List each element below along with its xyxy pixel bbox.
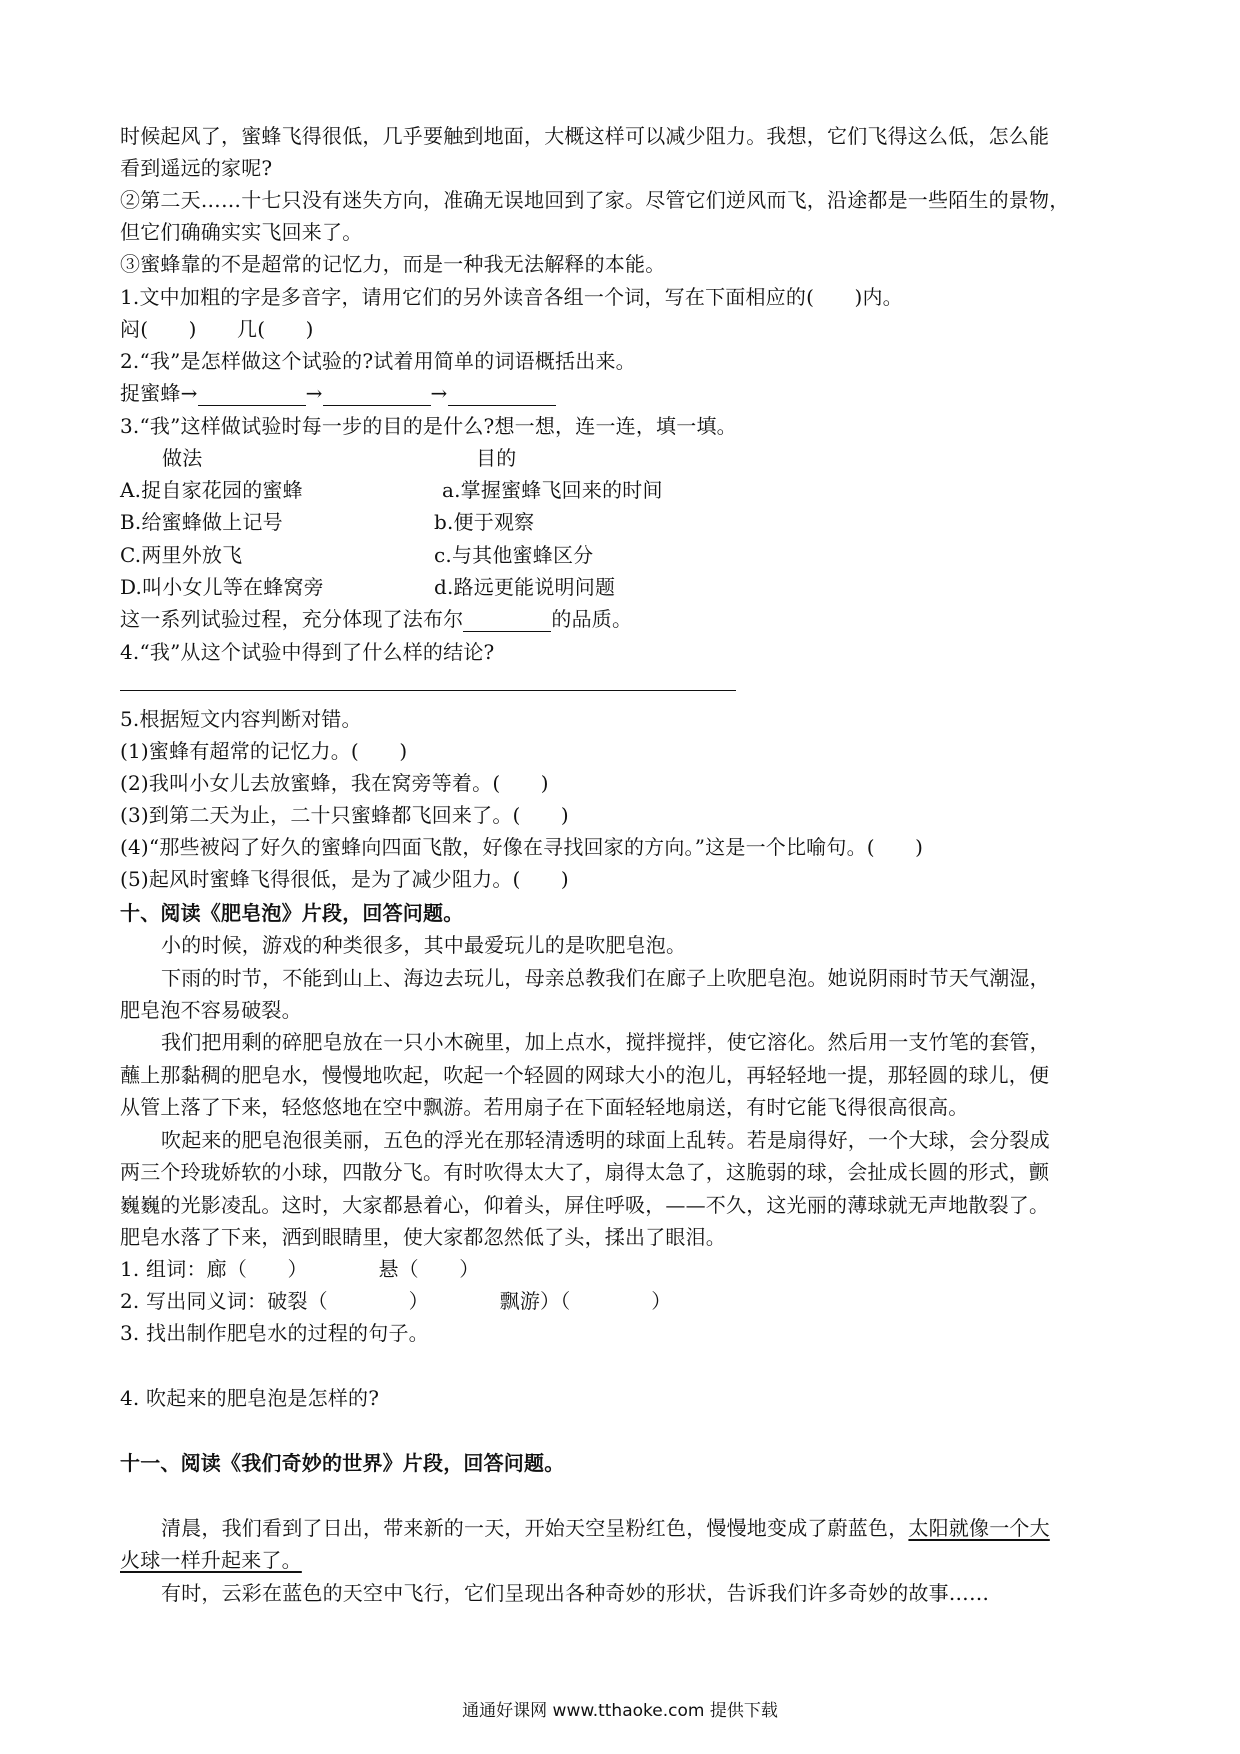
answer-blank[interactable] <box>448 383 556 406</box>
answer-blank[interactable] <box>463 609 551 632</box>
method-item: D.叫小女儿等在蜂窝旁 <box>120 575 324 599</box>
column-header-purpose: 目的 <box>476 446 517 470</box>
paragraph-line: 小的时候，游戏的种类很多，其中最爱玩儿的是吹肥皂泡。 <box>161 933 687 957</box>
paragraph-line: 吹起来的肥皂泡很美丽，五色的浮光在那轻清透明的球面上乱转。若是扇得好，一个大球，会分裂成 <box>161 1128 1050 1152</box>
section-heading: 十、阅读《肥皂泡》片段，回答问题。 <box>120 901 464 925</box>
question-item: 3. 找出制作肥皂水的过程的句子。 <box>120 1321 429 1345</box>
fill-in-prefix: 这一系列试验过程，充分体现了法布尔 <box>120 607 464 631</box>
answer-blank[interactable] <box>323 383 431 406</box>
flow-arrow: → <box>305 381 323 405</box>
paragraph-line <box>161 1512 1050 1541</box>
question-item: 4. 吹起来的肥皂泡是怎样的? <box>120 1386 380 1410</box>
question-5: 5.根据短文内容判断对错。 <box>120 707 362 731</box>
paragraph-line: 从管上落了下来，轻悠悠地在空中飘游。若用扇子在下面轻轻地扇送，有时它能飞得很高很高。 <box>120 1095 969 1119</box>
judge-item: (5)起风时蜜蜂飞得很低，是为了减少阻力。( ) <box>120 867 569 891</box>
fill-in-suffix: 的品质。 <box>551 607 633 631</box>
purpose-item: d.路远更能说明问题 <box>434 575 616 599</box>
method-item: B.给蜜蜂做上记号 <box>120 510 283 534</box>
question-item: 2. 写出同义词：破裂（ ） 飘游）（ ） <box>120 1289 672 1313</box>
method-item: A.捉自家花园的蜜蜂 <box>120 478 303 502</box>
paragraph-line: 有时，云彩在蓝色的天空中飞行，它们呈现出各种奇妙的形状，告诉我们许多奇妙的故事…… <box>161 1581 990 1605</box>
answer-flow <box>120 377 556 406</box>
paragraph-line: 肥皂水落了下来，洒到眼睛里，使大家都忽然低了头，揉出了眼泪。 <box>120 1225 726 1249</box>
paragraph-line: 巍巍的光影凌乱。这时，大家都悬着心，仰着头，屏住呼吸，——不久，这光丽的薄球就无声地散裂了。 <box>120 1193 1050 1217</box>
text-line: ③蜜蜂靠的不是超常的记忆力，而是一种我无法解释的本能。 <box>120 252 666 276</box>
question-4: 4.“我”从这个试验中得到了什么样的结论? <box>120 640 495 664</box>
paragraph-line: 下雨的时节，不能到山上、海边去玩儿，母亲总教我们在廊子上吹肥皂泡。她说阴雨时节天气潮湿， <box>161 966 1050 990</box>
paragraph-line: 我们把用剩的碎肥皂放在一只小木碗里，加上点水，搅拌搅拌，使它溶化。然后用一支竹笔的套管， <box>161 1030 1050 1054</box>
judge-item: (2)我叫小女儿去放蜜蜂，我在窝旁等着。( ) <box>120 771 549 795</box>
method-item: C.两里外放飞 <box>120 543 243 567</box>
answer-rule[interactable] <box>120 690 736 691</box>
judge-item: (4)“那些被闷了好久的蜜蜂向四面飞散，好像在寻找回家的方向。”这是一个比喻句。( ) <box>120 835 924 859</box>
question-1: 1.文中加粗的字是多音字，请用它们的另外读音各组一个词，写在下面相应的( )内。 <box>120 285 903 309</box>
page-footer: 通通好课网 www.tthaoke.com 提供下载 <box>462 1701 778 1721</box>
fill-in-line <box>120 603 632 632</box>
paragraph-line: 肥皂泡不容易破裂。 <box>120 998 302 1022</box>
answer-blank[interactable] <box>198 383 306 406</box>
text-line: 看到遥远的家呢? <box>120 156 273 180</box>
flow-start: 捉蜜蜂→ <box>120 381 198 405</box>
answer-line: 闷( ) 几( ) <box>120 317 314 341</box>
paragraph-line: 两三个玲珑娇软的小球，四散分飞。有时吹得太大了，扇得太急了，这脆弱的球，会扯成长圆的形式，颤 <box>120 1160 1050 1184</box>
paragraph-text: 清晨，我们看到了日出，带来新的一天，开始天空呈粉红色，慢慢地变成了蔚蓝色， <box>161 1516 909 1540</box>
judge-item: (3)到第二天为止，二十只蜜蜂都飞回来了。( ) <box>120 803 569 827</box>
underlined-sentence: 太阳就像一个大 <box>908 1516 1050 1540</box>
judge-item: (1)蜜蜂有超常的记忆力。( ) <box>120 739 408 763</box>
purpose-item: b.便于观察 <box>434 510 535 534</box>
text-line: 时候起风了，蜜蜂飞得很低，几乎要触到地面，大概这样可以减少阻力。我想，它们飞得这么低，怎么能 <box>120 124 1050 148</box>
column-header-method: 做法 <box>162 446 203 470</box>
section-heading: 十一、阅读《我们奇妙的世界》片段，回答问题。 <box>120 1451 565 1475</box>
flow-arrow: → <box>430 381 448 405</box>
text-line: 但它们确确实实飞回来了。 <box>120 220 363 244</box>
purpose-item: c.与其他蜜蜂区分 <box>434 543 594 567</box>
text-line: ②第二天……十七只没有迷失方向，准确无误地回到了家。尽管它们逆风而飞，沿途都是一些陌生的景物， <box>120 188 1070 212</box>
purpose-item: a.掌握蜜蜂飞回来的时间 <box>442 478 663 502</box>
paragraph-line: 蘸上那黏稠的肥皂水，慢慢地吹起，吹起一个轻圆的网球大小的泡儿，再轻轻地一提，那轻圆的球儿，便 <box>120 1063 1050 1087</box>
question-item: 1. 组词：廊（ ） 悬（ ） <box>120 1257 480 1281</box>
underlined-sentence: 火球一样升起来了。 <box>120 1548 302 1572</box>
question-3: 3.“我”这样做试验时每一步的目的是什么?想一想，连一连，填一填。 <box>120 414 737 438</box>
question-2: 2.“我”是怎样做这个试验的?试着用简单的词语概括出来。 <box>120 349 636 373</box>
